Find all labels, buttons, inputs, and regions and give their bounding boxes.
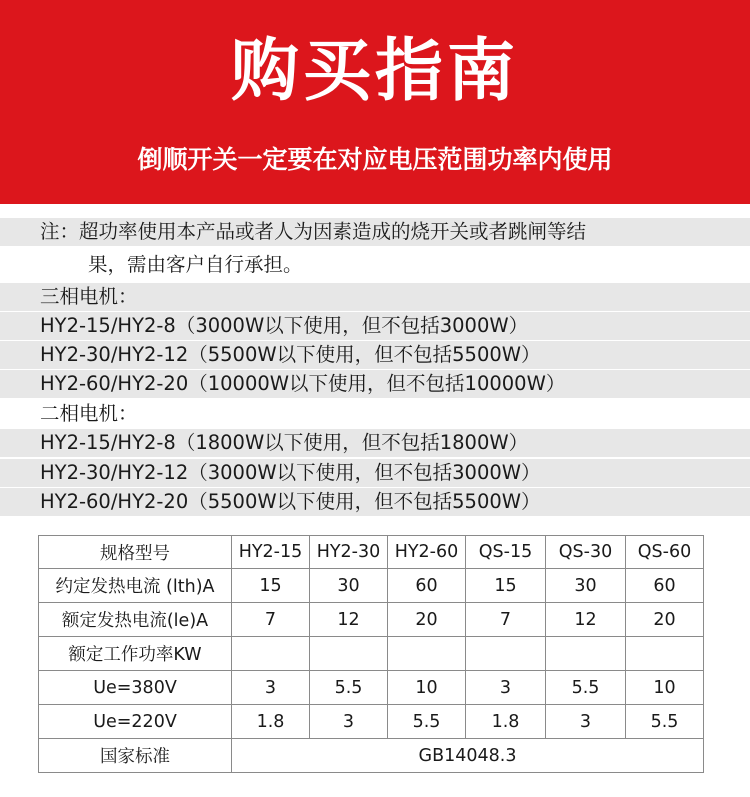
value-cell: 1.8 [466,705,546,739]
value-cell [232,637,310,671]
value-cell: 60 [388,569,466,603]
model-cell: QS-30 [546,536,626,569]
value-cell: 5.5 [626,705,704,739]
value-cell: 15 [466,569,546,603]
spec-line [0,488,750,516]
table-row [39,569,704,603]
row-label: 国家标准 [39,739,232,773]
standard-value-cell: GB14048.3 [232,739,704,773]
value-cell [310,637,388,671]
note-text: HY2-15/HY2-8（1800W以下使用，但不包括1800W） [40,431,529,454]
model-cell: HY2-30 [310,536,388,569]
value-cell: 3 [466,671,546,705]
value-cell: 3 [310,705,388,739]
note-text: HY2-60/HY2-20（5500W以下使用，但不包括5500W） [40,490,541,513]
table-row [39,603,704,637]
spec-line [0,429,750,457]
value-cell: 5.5 [310,671,388,705]
value-cell: 10 [388,671,466,705]
section-label-two-phase [0,400,750,428]
value-cell: 12 [546,603,626,637]
row-label: Ue=380V [39,671,232,705]
model-cell: QS-15 [466,536,546,569]
value-cell: 30 [546,569,626,603]
value-cell: 20 [626,603,704,637]
spec-line [0,459,750,487]
note-line [0,251,750,279]
note-line [0,218,750,246]
model-cell: QS-60 [626,536,704,569]
note-text: 注：超功率使用本产品或者人为因素造成的烧开关或者跳闸等结 [40,220,587,243]
value-cell: 1.8 [232,705,310,739]
table-row [39,671,704,705]
page-subtitle: 倒顺开关一定要在对应电压范围功率内使用 [137,145,613,174]
note-text: HY2-60/HY2-20（10000W以下使用，但不包括10000W） [40,372,566,395]
model-cell: HY2-15 [232,536,310,569]
spec-line [0,370,750,398]
value-cell: 10 [626,671,704,705]
value-cell: 60 [626,569,704,603]
value-cell: 3 [546,705,626,739]
row-label: 约定发热电流 (lth)A [39,569,232,603]
value-cell: 7 [232,603,310,637]
note-text: 三相电机： [40,285,138,308]
page-title: 购买指南 [230,32,519,111]
header-banner [0,0,750,204]
value-cell: 30 [310,569,388,603]
value-cell: 20 [388,603,466,637]
value-cell [546,637,626,671]
table-header-row [39,536,704,569]
value-cell [466,637,546,671]
table-row [39,637,704,671]
note-text: HY2-30/HY2-12（5500W以下使用，但不包括5500W） [40,343,541,366]
table-row-standard [39,739,704,773]
value-cell: 5.5 [546,671,626,705]
value-cell [626,637,704,671]
section-label-three-phase [0,283,750,311]
note-text: HY2-30/HY2-12（3000W以下使用，但不包括3000W） [40,461,541,484]
model-cell: HY2-60 [388,536,466,569]
value-cell: 15 [232,569,310,603]
notes-section [0,204,750,525]
spec-table [38,535,704,773]
row-label: 额定工作功率KW [39,637,232,671]
table-row [39,705,704,739]
value-cell: 12 [310,603,388,637]
row-label: 额定发热电流(le)A [39,603,232,637]
value-cell: 7 [466,603,546,637]
spec-line [0,312,750,340]
spec-line [0,341,750,369]
note-text: 果，需由客户自行承担。 [88,253,303,276]
value-cell: 5.5 [388,705,466,739]
value-cell [388,637,466,671]
header-cell: 规格型号 [39,536,232,569]
value-cell: 3 [232,671,310,705]
note-text: HY2-15/HY2-8（3000W以下使用，但不包括3000W） [40,314,529,337]
note-text: 二相电机： [40,402,138,425]
row-label: Ue=220V [39,705,232,739]
